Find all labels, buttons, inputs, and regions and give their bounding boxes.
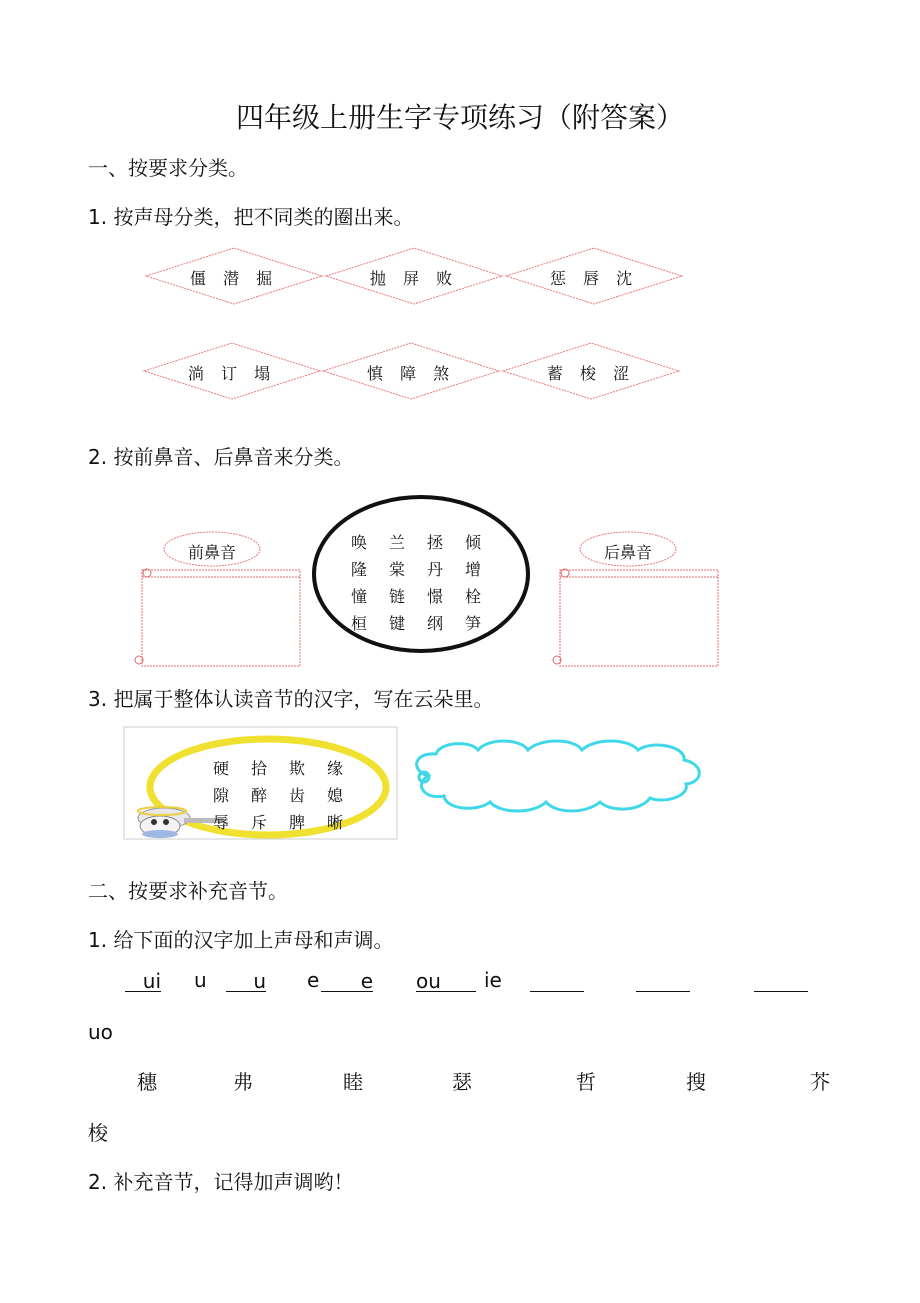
blank-ui[interactable]: ui [125,968,161,992]
diamond-chars: 僵 潜 掘 [189,269,279,288]
cloud-shape [417,741,700,811]
hanzi-char: 憬 [426,587,443,606]
hanzi-char: 晰 [326,813,343,832]
question-label: 1. 给下面的汉字加上声母和声调。 [88,928,394,952]
front-nasal-tag: 前鼻音 [187,543,236,562]
hanzi-char: 倾 [464,533,481,552]
diamond-chars: 惩 唇 沈 [549,269,639,288]
hanzi-char: 栓 [464,587,481,606]
hanzi-char: 笋 [464,614,481,633]
center-char-grid [340,530,492,634]
question-label: 1. 按声母分类，把不同类的圈出来。 [88,205,414,229]
hanzi-char: 斥 [250,813,267,832]
blank-ou[interactable]: ou [416,968,476,992]
hanzi-char: 增 [464,560,481,579]
hanzi-char: 丹 [426,560,443,579]
hanzi-char: 憧 [350,587,367,606]
blank[interactable] [530,968,584,992]
hanzi-char: 拾 [250,759,267,778]
hanzi-char: 媳 [326,786,343,805]
hanzi-char: 桓 [350,614,367,633]
question-label: 3. 把属于整体认读音节的汉字，写在云朵里。 [88,687,494,711]
hanzi-char: 隆 [350,560,367,579]
blank[interactable] [754,968,808,992]
hanzi-char: 纲 [426,614,443,633]
hanzi-char: 隙 [212,786,229,805]
hanzi-char: 硬 [212,759,229,778]
section-heading: 二、按要求补充音节。 [88,879,288,903]
blank[interactable] [636,968,690,992]
blank-e[interactable]: e [321,968,373,992]
hanzi-char: 兰 [388,533,405,552]
hanzi-row [0,1066,920,1096]
hanzi-char: 瑟 [452,1070,472,1094]
hanzi-char: 欺 [288,759,305,778]
hanzi-char: 弗 [233,1070,253,1094]
syllable-wrap: uo [88,1020,113,1044]
blank-u[interactable]: u [226,968,266,992]
sun-char-grid [202,756,354,833]
question-label: 2. 补充音节，记得加声调哟！ [88,1170,354,1194]
hanzi-char: 链 [388,587,405,606]
scroll-box [142,570,300,666]
hanzi-char: 齿 [288,786,305,805]
diamond-chars: 抛 屏 败 [369,269,459,288]
hanzi-char: 醉 [250,786,267,805]
diamond-chars: 淌 订 塌 [187,364,277,383]
hanzi-char: 辱 [212,813,229,832]
hanzi-char: 哲 [576,1070,596,1094]
syllable-u: u [194,968,207,992]
hanzi-char: 搜 [686,1070,706,1094]
hanzi-char: 睦 [343,1070,363,1094]
hanzi-char: 缘 [326,759,343,778]
hanzi-wrap: 梭 [88,1121,108,1145]
hanzi-char: 脾 [288,813,305,832]
hanzi-char: 键 [388,614,405,633]
scroll-box [560,570,718,666]
hanzi-char: 芥 [810,1070,830,1094]
syllable-e: e [307,968,320,992]
page-title: 四年级上册生字专项练习（附答案） [235,101,684,134]
question-label: 2. 按前鼻音、后鼻音来分类。 [88,445,354,469]
section-heading: 一、按要求分类。 [88,156,248,180]
back-nasal-tag: 后鼻音 [603,543,652,562]
hanzi-char: 棠 [388,560,405,579]
diamond-chars: 慎 障 煞 [366,364,456,383]
syllable-ie: ie [484,968,502,992]
hanzi-char: 穗 [137,1070,157,1094]
diamond-chars: 蓄 梭 涩 [546,364,636,383]
hanzi-char: 唤 [350,533,367,552]
hanzi-char: 拯 [426,533,443,552]
